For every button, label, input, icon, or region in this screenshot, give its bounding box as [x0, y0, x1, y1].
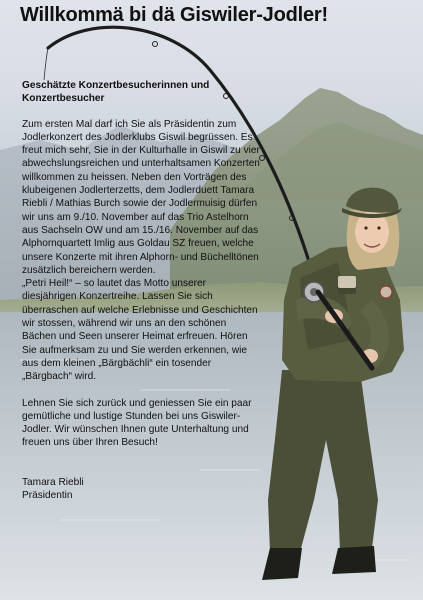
fishing-line [44, 48, 48, 80]
signature-name: Tamara Riebli [22, 476, 84, 488]
paragraph-spacer [22, 384, 260, 397]
letter-paragraph-1: Zum ersten Mal darf ich Sie als Präsidentin zum Jodlerkonzert des Jodlerklubs Giswil begrüssen. Es freut mich sehr, Sie in der Kulturhalle in Giswil zu vier abwechslungsreichen und unterhaltsamen Konzerten willkommen zu heissen. Neben den Vorträgen des klubeigenen Jodlerterzetts, dem Jodlerduett Tamara Riebli / Mathias Burch sowie der Jodlermuisig dürfen wir uns am 9./10. November auf das Trio Astelhorn aus Sachseln OW und am 15./16. November auf das Alphornquartett Imlig aus Goldau SZ freuen, welche unsere Konzerte mit ihren Alphorn- und Büchelltönen zusätzlich bereichern werden. [22, 118, 260, 276]
letter-text [22, 79, 260, 502]
salutation: Geschätzte Konzertbesucherinnen und Konzertbesucher [22, 80, 210, 105]
letter-paragraph-3: Lehnen Sie sich zurück und geniessen Sie ein paar gemütliche und lustige Stunden bei uns Giswiler-Jodler. Wir wünschen Ihnen gute Unterhaltung und freuen uns über Ihren Besuch! [22, 397, 252, 449]
jacket-badge [338, 276, 356, 288]
page-title: Willkommä bi dä Giswiler-Jodler! [20, 4, 328, 26]
paragraph-spacer [22, 463, 260, 476]
jacket-patch [380, 286, 392, 298]
signature-role: Präsidentin [22, 490, 73, 502]
letter-paragraph-2: „Petri Heil!“ – so lautet das Motto unserer diesjährigen Konzertreihe. Lassen Sie sich überraschen auf welche Erlebnisse und Geschichten wir stossen, während wir uns an den schönen Bächen und Seen unserer Heimat erfreuen. Hören Sie aufmerksam zu und Sie werden erkennen, wie aus dem kleinen „Bärgbächli“ ein tosender „Bärgbach“ wird. [22, 278, 258, 383]
paragraph-spacer [22, 450, 260, 463]
